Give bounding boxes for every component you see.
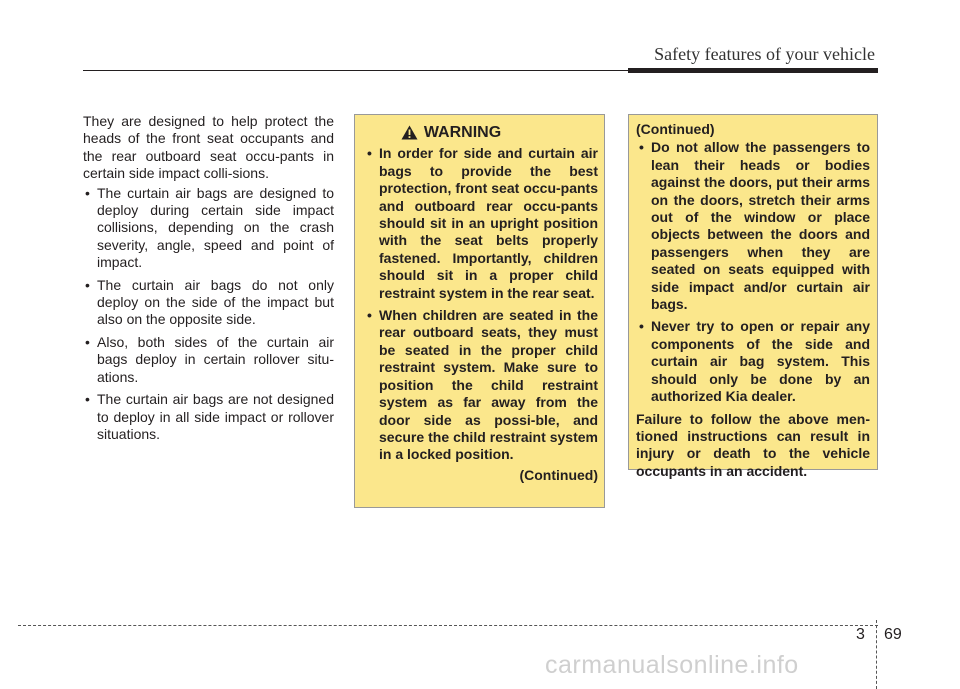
bullet-icon: • [85,391,90,408]
list-item [364,145,598,302]
bullet-icon: • [85,333,90,350]
section-number: 3 [856,626,865,643]
watermark: carmanualsonline.info [545,651,799,679]
list-item [364,307,598,464]
list-item-text: The curtain air bags are designed to deploy during certain side impact collisions, depending on the crash severity, angle, speed and point of impact. [97,184,334,271]
list-item [636,318,870,405]
list-item [83,334,334,386]
list-item-text: The curtain air bags do not only deploy on the side of the impact but also on the opposite side. [97,276,334,328]
header-title: Safety features of your vehicle [654,44,875,64]
bullet-icon: • [367,307,372,324]
warning-continued-box [628,114,878,479]
warning-title: WARNING [423,124,502,141]
list-item-text: The curtain air bags are not designed to deploy in all side impact or rollover situations. [97,391,334,442]
continued-label: (Continued) [636,121,715,137]
bullet-icon: • [85,184,90,201]
bullet-icon: • [367,145,372,162]
list-item [83,277,334,329]
list-item-text: In order for side and curtain air bags to provide the best protection, front seat occu-pants and outboard rear occu-pants should sit in an upright position with the seat belts properly fastened. Importantly, children should sit in a proper child restraint system in the rear seat. [379,145,598,301]
list-item [83,391,334,443]
warning-list [364,145,598,463]
list-item [83,185,334,272]
list-item [636,139,870,313]
warning-box [354,114,605,508]
list-item-text: Never try to open or repair any components of the side and curtain air bag system. This should only be done by an authorized Kia dealer. [651,318,870,405]
curtain-airbag-list [83,185,334,444]
intro-paragraph: They are designed to help protect the heads of the front seat occupants and the rear outboard seat occu-pants in certain side impact colli-sions. [83,113,334,182]
page-divider [876,620,878,689]
list-item-text: Do not allow the passengers to lean their heads or bodies against the doors, put their arms on the doors, stretch their arms out of the window or place objects between the doors and passengers when they are seated on seats equipped with side impact and/or curtain air bags. [651,139,870,313]
warning-continued-list [636,139,870,405]
warning-triangle-icon [401,125,418,140]
header-rule-accent [628,68,878,73]
list-item-text: Also, both sides of the curtain air bags deploy in certain rollover situ-ations. [97,333,334,385]
bullet-icon: • [639,318,644,335]
bullet-icon: • [85,276,90,293]
warning-heading [304,124,598,141]
footer-rule [18,625,878,626]
warning-final-text: Failure to follow the above men-tioned instructions can result in injury or death to the vehicle occupants in an accident. [636,410,870,479]
list-item-text: When children are seated in the rear outboard seats, they must be seated in the proper child restraint system. Make sure to position the child restraint system as far away from the door side as possi-ble, and secure the child restraint system in a locked position. [379,307,598,463]
bullet-icon: • [639,139,644,156]
continued-label: (Continued) [519,466,598,483]
body-column [83,113,334,448]
page-number: 69 [884,626,902,643]
